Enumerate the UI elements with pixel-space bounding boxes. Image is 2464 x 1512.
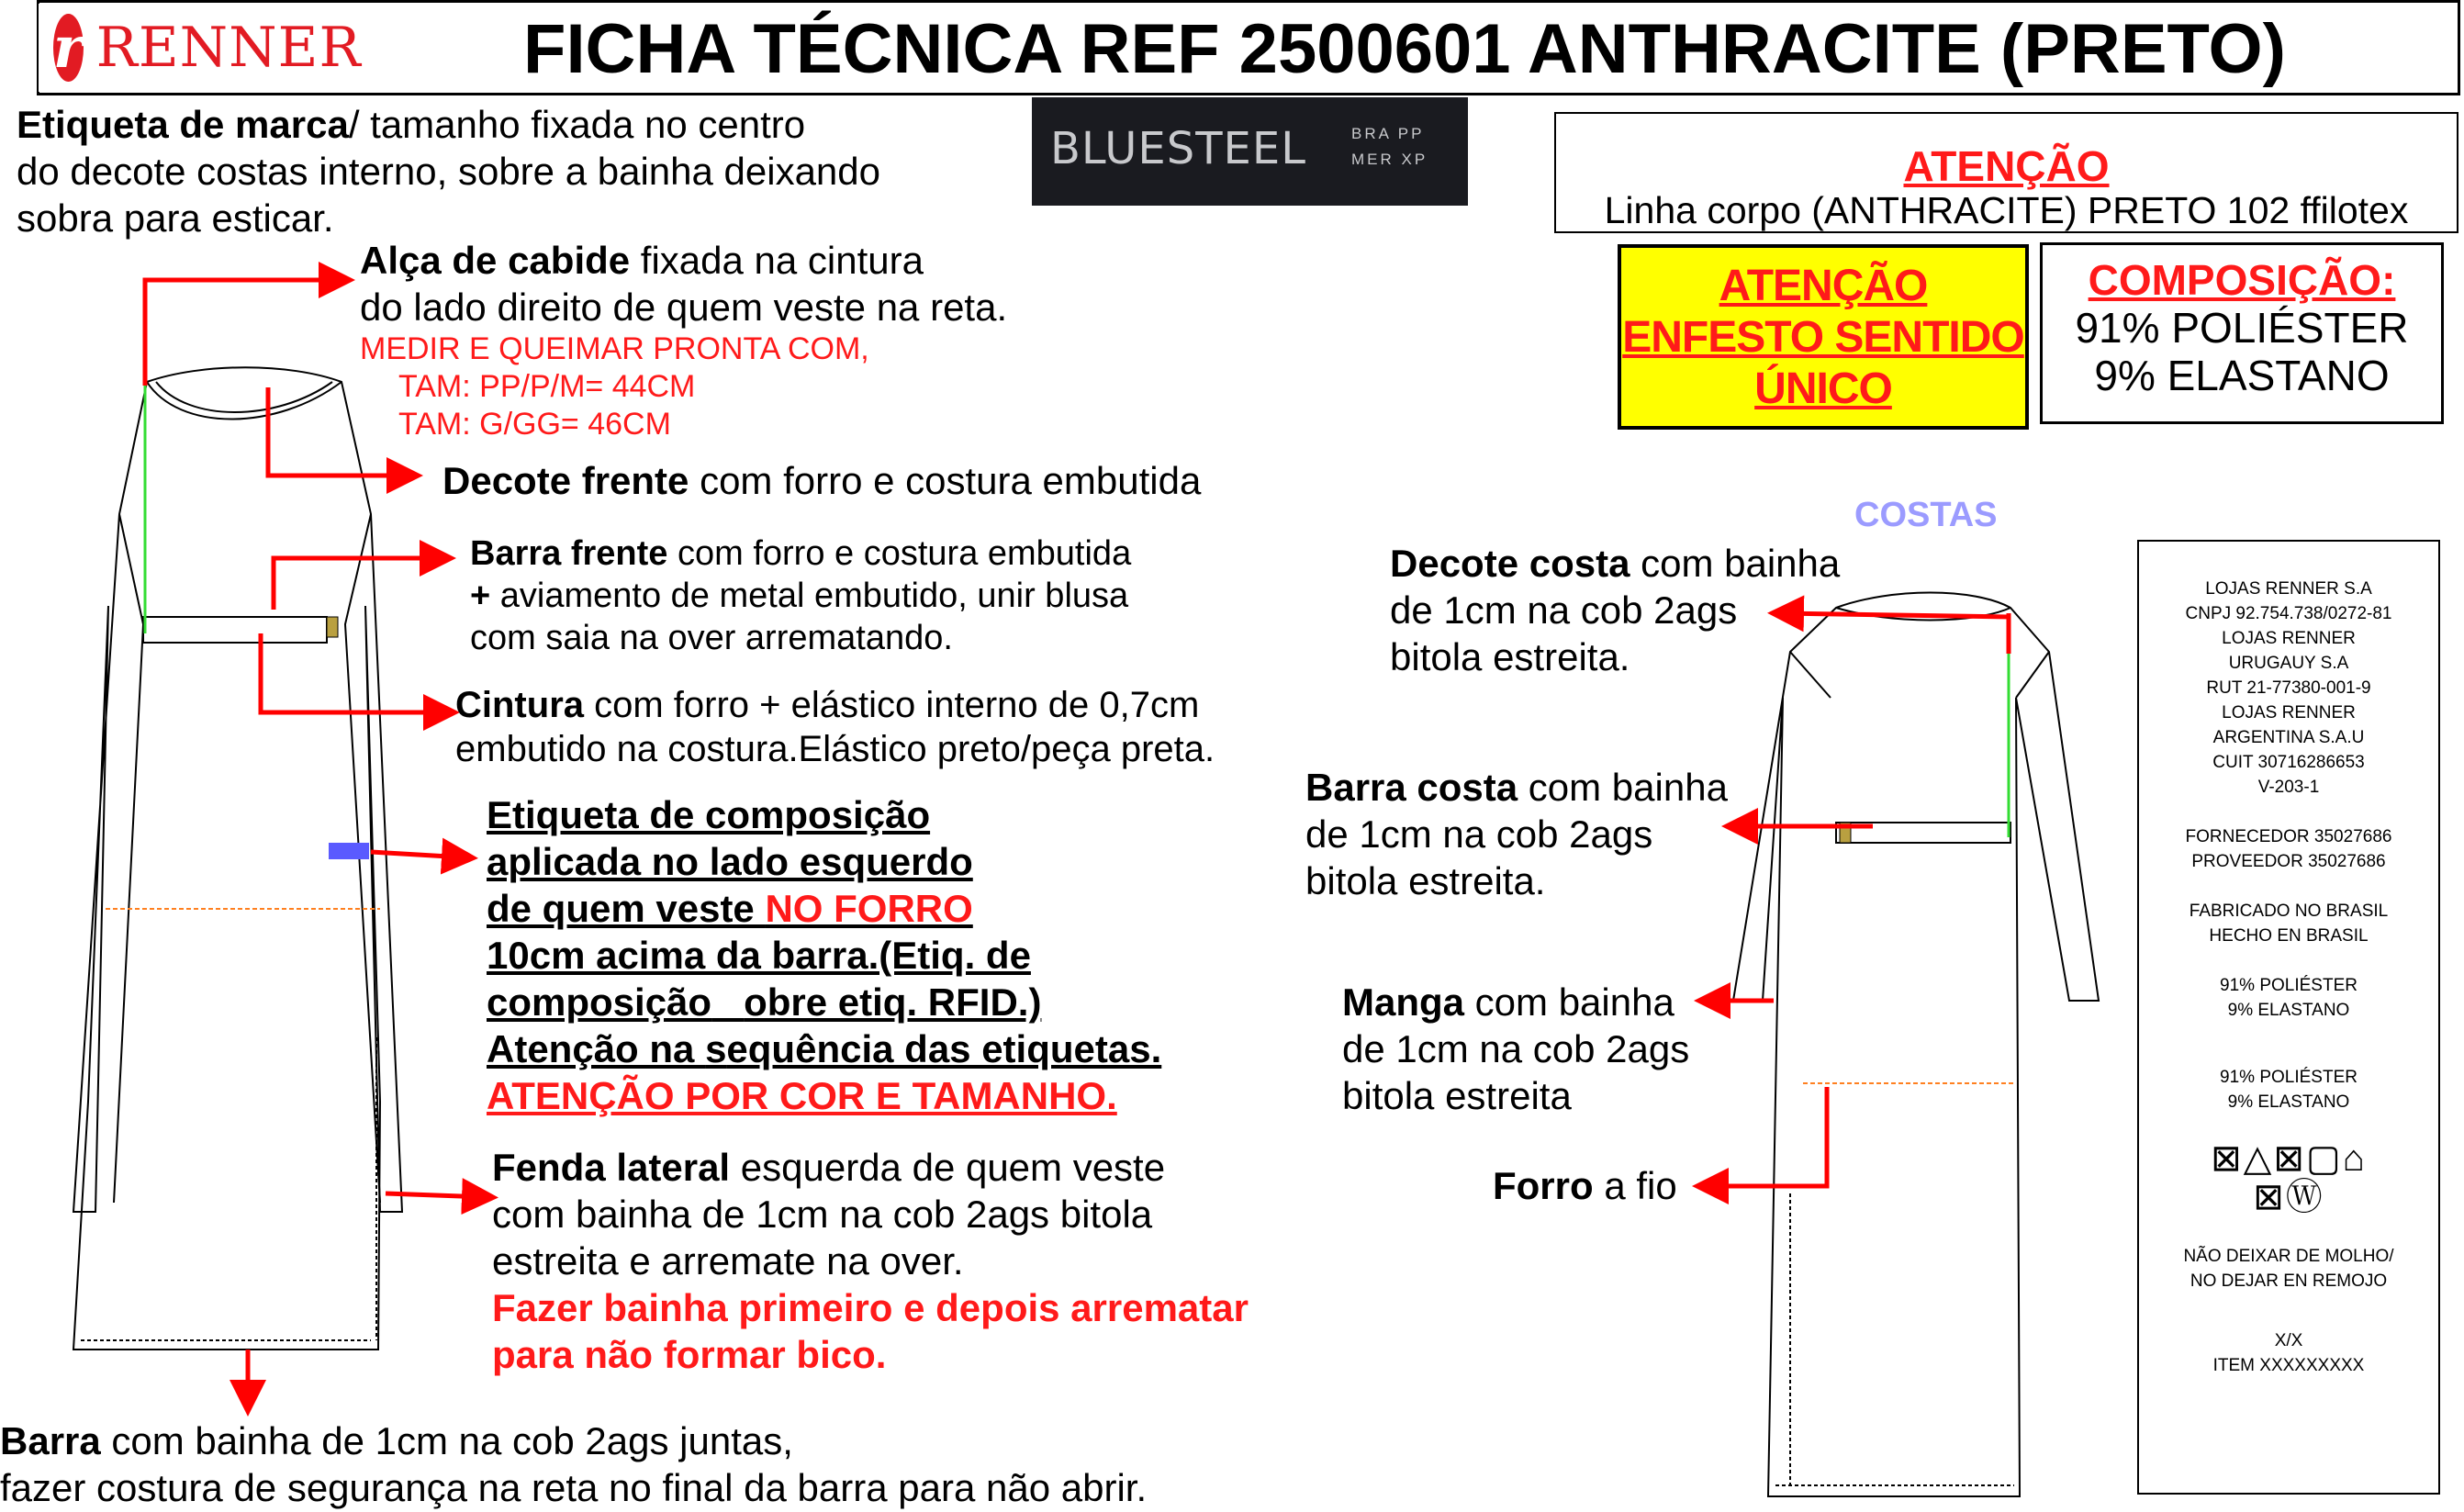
note-side-slit: Fenda lateral esquerda de quem veste com bainha de 1cm na cob 2ags bitola estreita e arremate na over. Fazer bainha primeiro e depois arrematar para não formar bico. bbox=[492, 1146, 1249, 1376]
back-view-label: COSTAS bbox=[1854, 496, 1998, 534]
care-label-company-info: LOJAS RENNER S.A CNPJ 92.754.738/0272-81 LOJAS RENNER URUGAUY S.A RUT 21-77380-001-9 LOJAS RENNER ARGENTINA S.A.U CUIT 30716286653 V-203-1 bbox=[2185, 579, 2392, 797]
care-label-composition: 91% POLIÉSTER 9% ELASTANO bbox=[2220, 1068, 2358, 1112]
care-symbols-icon: ⊠△⊠▢⌂ ⊠Ⓦ bbox=[2211, 1138, 2367, 1217]
thread-attention-text: Linha corpo (ANTHRACITE) PRETO 102 ffilotex bbox=[1604, 189, 2409, 231]
note-front-neckline: Decote frente com forro e costura embutida bbox=[442, 459, 1202, 502]
care-label-item: X/X ITEM XXXXXXXXX bbox=[2212, 1331, 2365, 1375]
enfesto-line: ÚNICO bbox=[1754, 364, 1892, 413]
note-waist: Cintura com forro + elástico interno de 0,7cm embutido na costura.Elástico preto/peça preta. bbox=[455, 685, 1215, 769]
brand-label-size-mer: MER XP bbox=[1351, 151, 1428, 168]
composition-tag-marker bbox=[329, 843, 369, 859]
back-dress-drawing bbox=[1733, 593, 2099, 1497]
note-composition-label: Etiqueta de composição aplicada no lado esquerdo de quem veste NO FORRO 10cm acima da barra.(Etiq. de composição obre etiq. RFID.) Atenção na sequência das etiquetas. ATENÇÃO POR COR E TAMANHO. bbox=[487, 793, 1162, 1117]
note-brand-label: Etiqueta de marca/ tamanho fixada no centro do decote costas interno, sobre a bainha deixando sobra para esticar. bbox=[17, 103, 881, 240]
note-sleeve: Manga com bainha de 1cm na cob 2ags bitola estreita bbox=[1342, 980, 1690, 1117]
renner-logo-icon: r bbox=[53, 14, 84, 81]
care-label bbox=[2137, 540, 2440, 1495]
note-back-neckline: Decote costa com bainha de 1cm na cob 2ags bitola estreita. bbox=[1390, 542, 1841, 678]
page-title: FICHA TÉCNICA REF 2500601 ANTHRACITE (PRETO) bbox=[523, 10, 2286, 88]
note-hanger-loop: Alça de cabide fixada na cintura do lado direito de quem veste na reta. MEDIR E QUEIMAR PRONTA COM, TAM: PP/P/M= 44CM TAM: G/GG= 46CM bbox=[360, 239, 1008, 442]
brand-label-name: BLUESTEEL bbox=[1050, 123, 1306, 174]
care-label-supplier: FORNECEDOR 35027686 PROVEEDOR 35027686 bbox=[2185, 827, 2392, 871]
renner-logo-text: RENNER bbox=[95, 16, 362, 80]
note-lining: Forro a fio bbox=[1493, 1164, 1677, 1207]
note-hem: Barra com bainha de 1cm na cob 2ags juntas, fazer costura de segurança na reta no final da barra para não abrir. bbox=[0, 1419, 1148, 1509]
brand-label-size-bra: BRA PP bbox=[1351, 125, 1425, 142]
care-label-origin: FABRICADO NO BRASIL HECHO EN BRASIL bbox=[2189, 902, 2389, 946]
thread-attention-title: ATENÇÃO bbox=[1903, 142, 2110, 190]
enfesto-line: ENFESTO SENTIDO bbox=[1622, 313, 2024, 362]
composition-line: 9% ELASTANO bbox=[2094, 352, 2390, 399]
note-back-hem: Barra costa com bainha de 1cm na cob 2ags bitola estreita. bbox=[1305, 766, 1728, 902]
care-label-instructions: NÃO DEIXAR DE MOLHO/ NO DEJAR EN REMOJO bbox=[2183, 1247, 2394, 1291]
care-label-composition: 91% POLIÉSTER 9% ELASTANO bbox=[2220, 976, 2358, 1020]
note-front-hem: Barra frente com forro e costura embutida + aviamento de metal embutido, unir blusa com saia na over arrematando. bbox=[470, 534, 1132, 657]
enfesto-line: ATENÇÃO bbox=[1719, 262, 1928, 310]
composition-title: COMPOSIÇÃO: bbox=[2088, 256, 2396, 304]
composition-line: 91% POLIÉSTER bbox=[2075, 304, 2409, 352]
